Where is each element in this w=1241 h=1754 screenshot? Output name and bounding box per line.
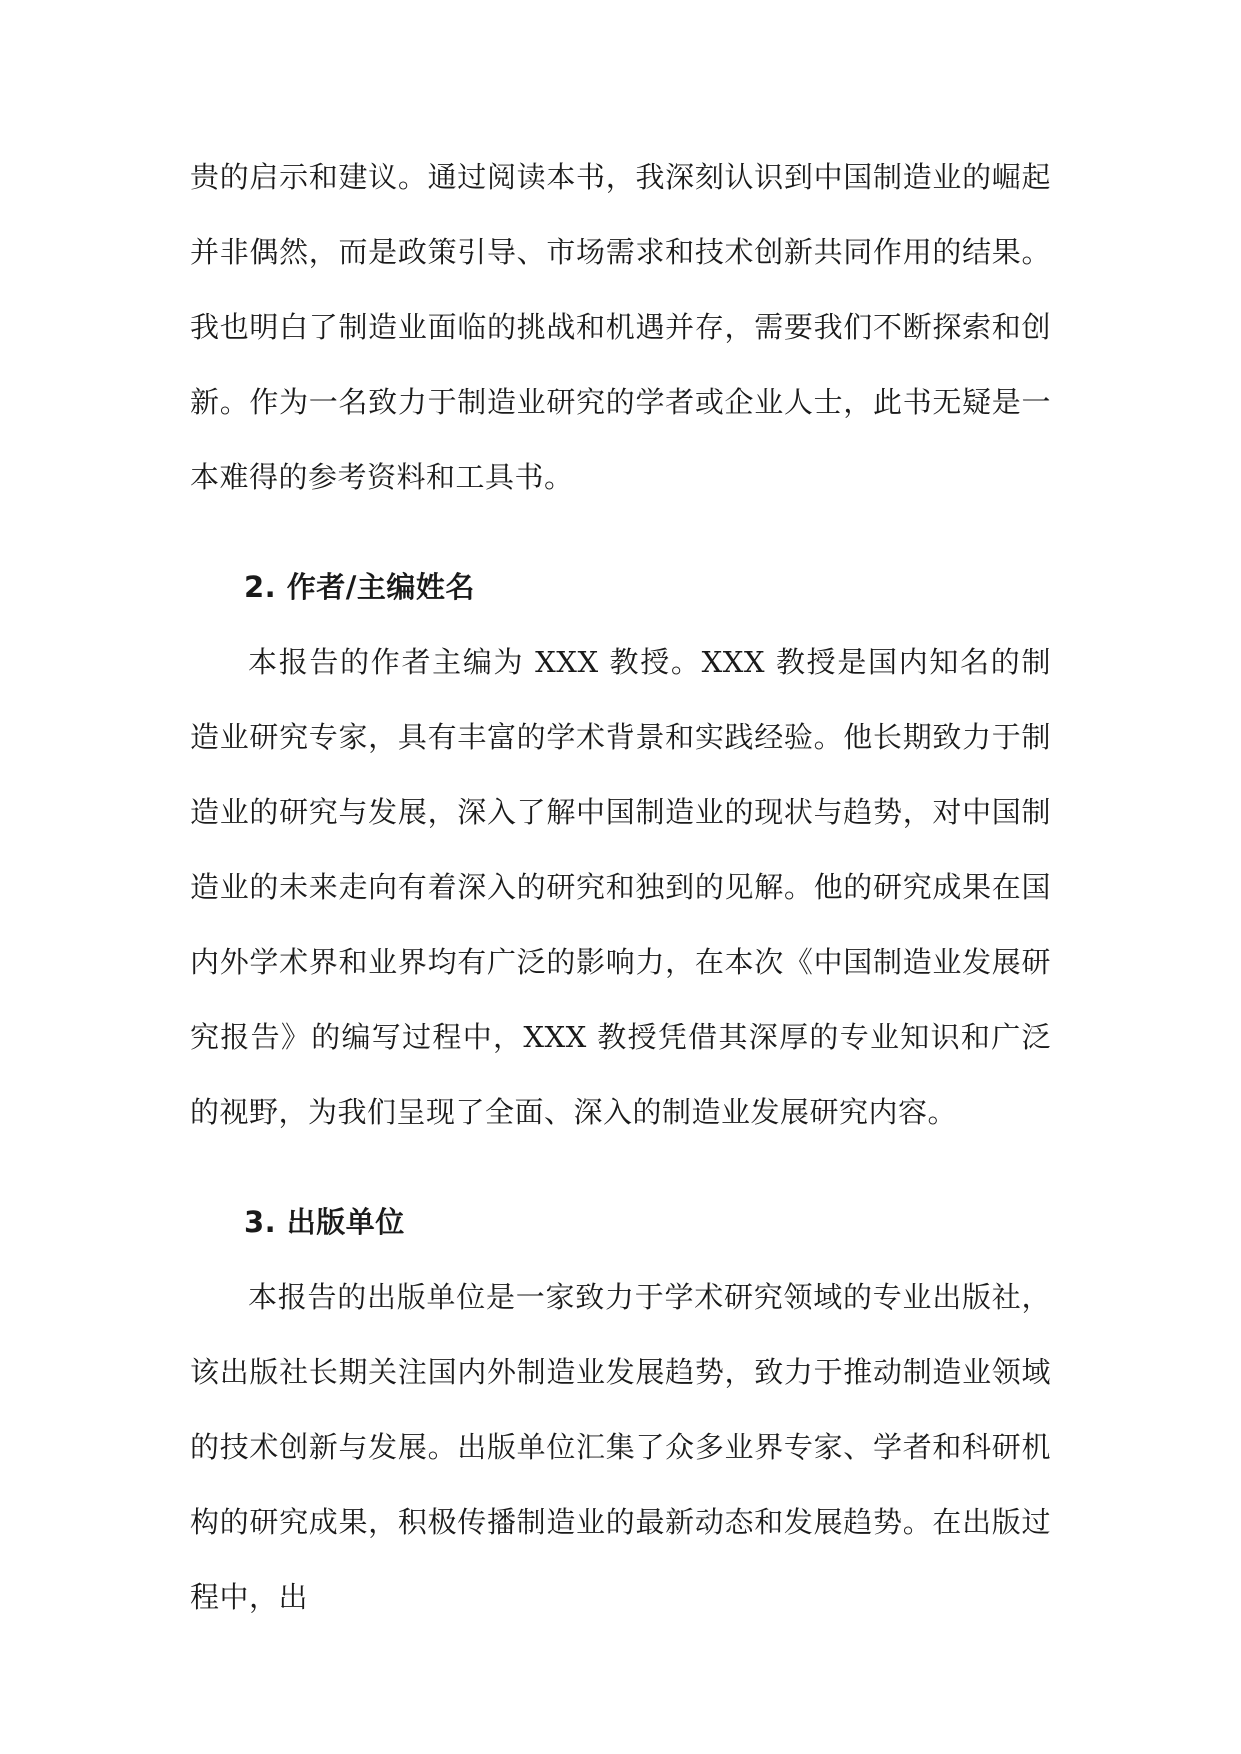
- document-page: [190, 140, 1051, 1635]
- paragraph-publisher: 本报告的出版单位是一家致力于学术研究领域的专业出版社，该出版社长期关注国内外制造业发展趋势，致力于推动制造业领域的技术创新与发展。出版单位汇集了众多业界专家、学者和科研机构的研究成果，积极传播制造业的最新动态和发展趋势。在出版过程中，出: [190, 1280, 1051, 1614]
- spacer: [190, 1150, 1051, 1185]
- section-heading-publisher: 3. 出版单位: [244, 1205, 405, 1239]
- paragraph-author: 本报告的作者主编为 XXX 教授。XXX 教授是国内知名的制造业研究专家，具有丰富的学术背景和实践经验。他长期致力于制造业的研究与发展，深入了解中国制造业的现状与趋势，对中国制造业的未来走向有着深入的研究和独到的见解。他的研究成果在国内外学术界和业界均有广泛的影响力，在本次《中国制造业发展研究报告》的编写过程中，XXX 教授凭借其深厚的专业知识和广泛的视野，为我们呈现了全面、深入的制造业发展研究内容。: [190, 645, 1051, 1129]
- section-heading-author: 2. 作者/主编姓名: [244, 570, 475, 604]
- paragraph-intro-continuation: 贵的启示和建议。通过阅读本书，我深刻认识到中国制造业的崛起并非偶然，而是政策引导、市场需求和技术创新共同作用的结果。我也明白了制造业面临的挑战和机遇并存，需要我们不断探索和创新。作为一名致力于制造业研究的学者或企业人士，此书无疑是一本难得的参考资料和工具书。: [190, 160, 1051, 494]
- spacer: [190, 515, 1051, 550]
